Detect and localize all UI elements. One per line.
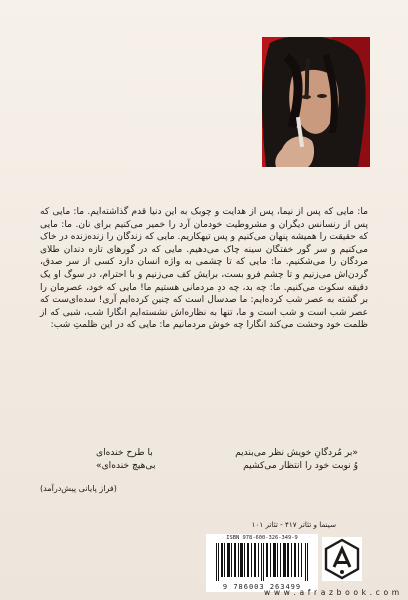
poem	[96, 447, 358, 473]
author-photo	[262, 37, 370, 167]
ean-number: 9 786003 263499	[222, 583, 302, 591]
poem-line-2	[96, 460, 358, 473]
quote-source: (فراز پایانی پیش‌درآمد)	[40, 484, 117, 493]
series-label: سینما و تئاتر ۴۱۷ - تئاتر ۱۰۱	[251, 520, 336, 529]
barcode-bars	[216, 543, 308, 581]
poem-line-1	[96, 447, 358, 460]
publisher-logo-icon	[322, 537, 362, 581]
body-text	[40, 206, 368, 332]
poem-line-2-right: وُ نوبت خود را انتظار می‌کشیم	[243, 461, 358, 471]
poem-line-1-right: «بر مُردگانِ خویش نظر می‌بندیم	[235, 448, 358, 458]
author-photo-image	[262, 37, 370, 167]
body-paragraph: ما: مایی که پس از نیما، پس از هدایت و چوبک به این دنیا قدم گذاشته‌ایم. ما: مایی که پس از رنسانس دیگران و مشروطیت خودمان آرد را خمیر می‌کنیم برای نان. ما: مایی که حقیقت را همیشه پنهان می‌کنیم و پس تیهکاریم. مایی که زندگان را زنده‌زنده در خاک می‌کنیم و سر گور خفتگان سینه چاک می‌دهیم. مایی که در گورهای تازه دندان طلای مردگان را می‌شکنیم. ما: مایی که تا چشمی به واژه انسان دارد کسی از سر صدق، گردن‌اش می‌زنیم و تا چشم فرو بست، برایش کف می‌زنیم و با احترام، در سوگ او یک دقیقه سکوت می‌کنیم. ما: چه بد، چه ددِ مردمانی هستیم ما! مایی که خود، عصرمان را بر گشته به عصر شب کرده‌ایم: ما صدسال است که چنین کرده‌ایم آری! سده‌ای‌ست که عصر شب است و شب است و ما، تنها به نظاره‌اش نشسته‌ایم انگارا شب، شبی که از ظلمت خود وحشت می‌کند انگارا چه خوش مردمانیم ما: مایی که در این ظلمتِ شب:	[40, 207, 368, 331]
isbn-text: ISBN 978-600-326-349-9	[226, 535, 298, 541]
poem-line-2-left: بی‌هیچ خنده‌ای»	[96, 461, 156, 471]
poem-line-1-left: با طرح خنده‌ای	[96, 448, 153, 458]
barcode	[206, 534, 318, 592]
publisher-website: w w w . a f r a z b o o k . c o m	[264, 588, 400, 597]
